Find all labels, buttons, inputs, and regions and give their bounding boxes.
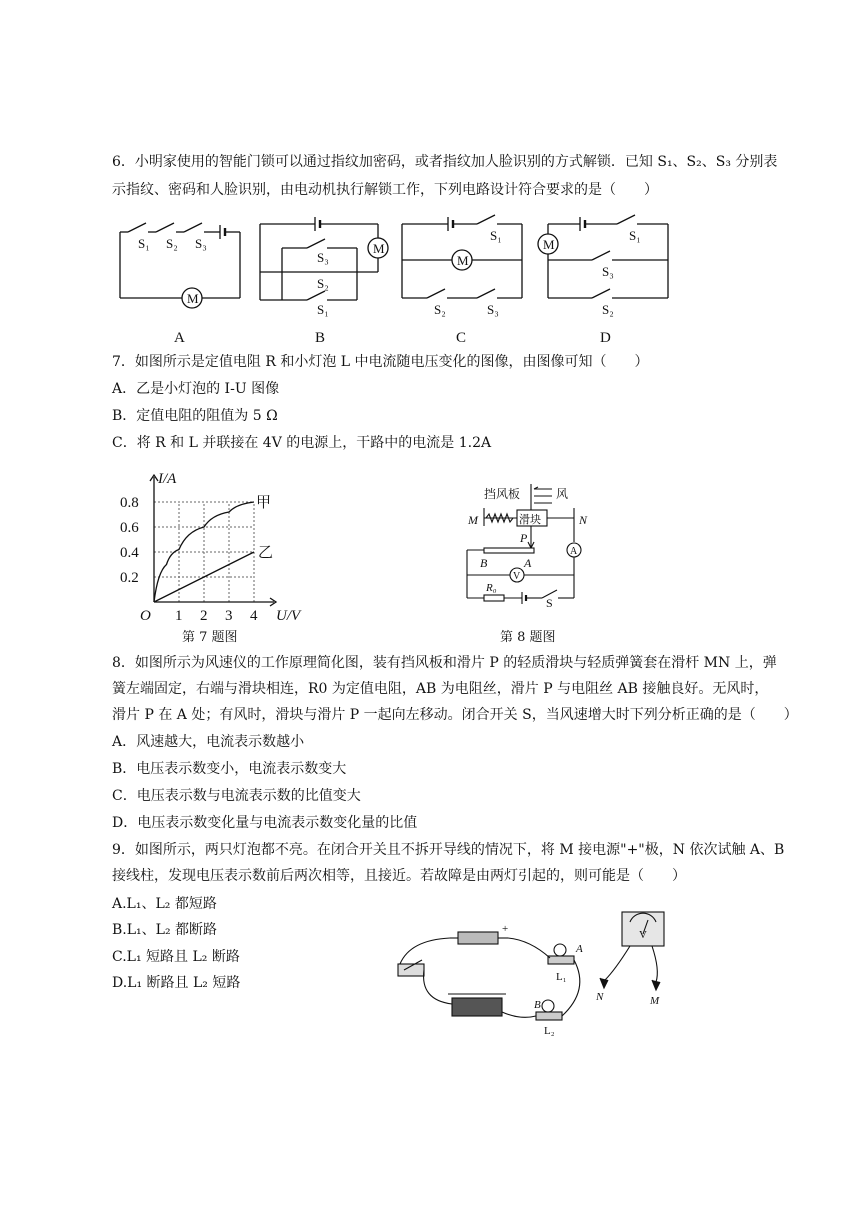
motor-label-a: M [187,291,199,306]
q9-option-d: D.L₁ 断路且 L₂ 短路 [112,975,241,991]
q6-stem-line1: 6．小明家使用的智能门锁可以通过指纹加密码，或者指纹加人脸识别的方式解锁．已知 S₁、S₂、S₃ 分别表 [112,154,778,170]
q7-option-c: C．将 R 和 L 并联接在 4V 的电源上，干路中的电流是 1.2A [112,435,492,451]
fig8-board-label: 挡风板 [484,487,521,501]
option-label-b: B [315,330,326,346]
fig9-circuit-photo [390,900,680,1040]
fig8-voltmeter-label: V [513,571,521,582]
switch-label: S₂ [166,236,178,251]
fig9-b-label: B [534,999,541,1011]
y-tick-label: 0.2 [120,570,139,586]
q7-option-a: A．乙是小灯泡的 I-U 图像 [112,381,280,397]
option-label-d: D [600,330,611,346]
fig9-n-label: N [596,991,604,1003]
circuit-d [538,215,668,298]
switch-label: S₁ [317,302,329,317]
x-tick-label: 2 [200,608,208,620]
fig7-iu-chart [112,465,312,620]
q8-option-b: B．电压表示数变小，电流表示数变大 [112,761,347,777]
motor-label-b: M [373,241,385,256]
fig8-n-label: N [579,513,588,527]
y-tick-label: 0.4 [120,545,139,561]
q9-option-c: C.L₁ 短路且 L₂ 断路 [112,949,240,965]
q9-option-b: B.L₁、L₂ 都断路 [112,922,218,938]
fig9-l1-label: L₁ [556,971,567,983]
origin-label: O [140,608,151,620]
switch-label: S₂ [602,302,614,317]
x-tick-label: 3 [225,608,233,620]
switch-label: S₁ [490,228,502,243]
x-axis-label: U/V [276,608,301,620]
q8-option-d: D．电压表示数变化量与电流表示数变化量的比值 [112,815,418,831]
fig9-plus-label: + [502,923,509,935]
switch-label: S₁ [138,236,150,251]
y-tick-label: 0.6 [120,520,139,536]
series-label-jia: 甲 [256,495,272,511]
switch-label: S₃ [317,250,329,265]
motor-label-c: M [457,253,469,268]
q8-stem-line2: 簧左端固定，右端与滑块相连，R0 为定值电阻，AB 为电阻丝，滑片 P 与电阻丝 AB 接触良好。无风时， [112,681,769,697]
switch-label: S₂ [317,276,329,291]
fig9-l2-label: L₂ [544,1025,555,1037]
fig8-m-label: M [468,513,478,527]
x-tick-label: 4 [250,608,258,620]
fig9-voltmeter-label: V [639,929,647,941]
q9-stem-line1: 9．如图所示，两只灯泡都不亮。在闭合开关且不拆开导线的情况下，将 M 接电源"+"极，N 依次试触 A、B [112,842,785,858]
fig8-slider-label: 滑块 [519,514,541,526]
q7-stem: 7．如图所示是定值电阻 R 和小灯泡 L 中电流随电压变化的图像，由图像可知（ ） [112,354,649,370]
motor-label-d: M [543,237,555,252]
fig8-p-label: P [520,531,528,545]
fig8-wind-label: 风 [556,487,569,501]
y-axis-label: I/A [158,471,177,487]
option-label-a: A [174,330,185,346]
q9-stem-line2: 接线柱，发现电压表示数前后两次相等，且接近。若故障是由两灯引起的，则可能是（ ） [112,868,686,884]
switch-label: S₃ [195,236,207,251]
fig8-s-label: S [546,596,553,608]
q6-circuit-diagrams [112,210,692,350]
fig8-b-label: B [480,556,488,570]
fig8-a-label: A [524,556,532,570]
y-tick-label: 0.8 [120,495,139,511]
switch-label: S₃ [602,264,614,279]
q8-option-c: C．电压表示数与电流表示数的比值变大 [112,788,361,804]
fig7-caption: 第 7 题图 [182,630,238,645]
fig8-ammeter-label: A [570,546,578,557]
q9-option-a: A.L₁、L₂ 都短路 [112,896,217,912]
option-label-c: C [456,330,467,346]
switch-label: S₃ [487,302,499,317]
fig9-m-label: M [650,995,660,1007]
series-label-yi: 乙 [258,545,274,561]
q7-option-b: B．定值电阻的阻值为 5 Ω [112,408,278,424]
q6-stem-line2: 示指纹、密码和人脸识别，由电动机执行解锁工作，下列电路设计符合要求的是（ ） [112,182,658,198]
q8-stem-line1: 8．如图所示为风速仪的工作原理简化图，装有挡风板和滑片 P 的轻质滑块与轻质弹簧套在滑杆 MN 上，弹 [112,655,777,671]
fig9-a-label: A [576,943,583,955]
switch-label: S₂ [434,302,446,317]
fig8-caption: 第 8 题图 [500,630,556,645]
q8-stem-line3: 滑片 P 在 A 处；有风时，滑块与滑片 P 一起向左移动。闭合开关 S，当风速增大时下列分析正确的是（ ） [112,707,798,723]
q8-option-a: A．风速越大，电流表示数越小 [112,734,305,750]
fig8-r0-label: R₀ [486,582,497,594]
switch-label: S₁ [629,228,641,243]
fig8-wind-speed-circuit [462,478,597,608]
x-tick-label: 1 [175,608,183,620]
